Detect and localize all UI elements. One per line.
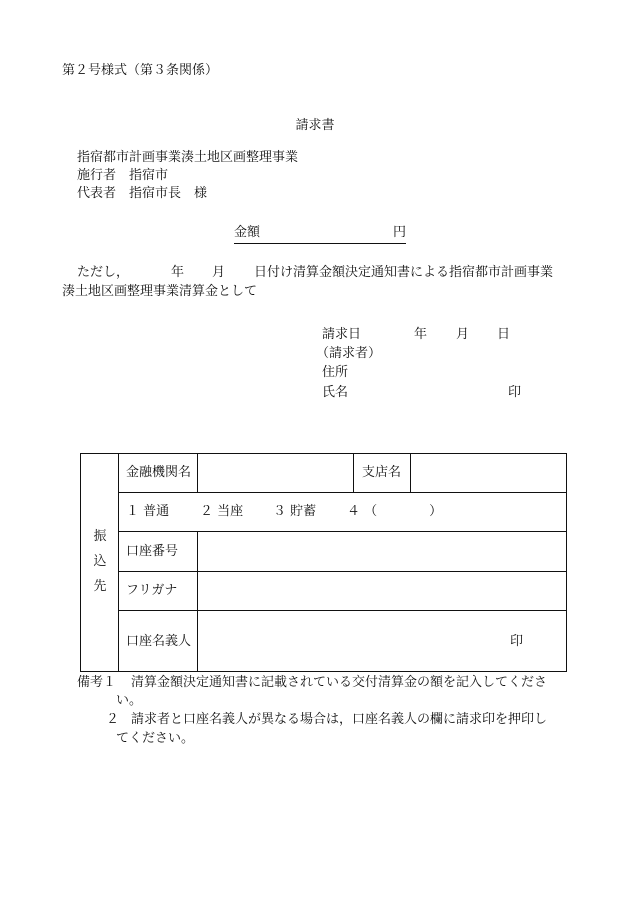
notes-heading: 備考１ [77,675,117,690]
requester-address-label: 住所 [322,365,349,380]
note-2-line-2: てください。 [116,731,195,746]
account-holder-seal-mark: 印 [510,634,524,649]
addressee-line-2: 施行者 指宿市 [77,168,169,183]
bank-name-label: 金融機関名 [126,465,192,480]
note-2-line-1: 請求者と口座名義人が異なる場合は，口座名義人の欄に請求印を押印し [131,712,548,727]
amount-field[interactable] [234,226,406,244]
note-2-number: ２ [106,712,120,727]
account-type-option-2[interactable]: ２ 当座 [200,504,244,519]
purpose-prefix: ただし， [77,265,130,280]
bank-name-field[interactable] [198,454,353,492]
addressee-line-3: 代表者 指宿市長 様 [77,186,208,201]
form-number: 第２号様式（第３条関係） [62,63,219,78]
account-holder-label: 口座名義人 [126,634,192,649]
amount-unit: 円 [392,225,406,240]
amount-label: 金額 [234,225,261,240]
note-1-line-2: い。 [116,693,143,708]
branch-name-field[interactable] [411,454,567,492]
request-date-month: 月 [456,327,470,342]
furigana-label: フリガナ [126,583,178,598]
purpose-month: 月 [212,265,226,280]
document-title: 請求書 [295,118,335,133]
transfer-destination-heading: 振 込 先 [93,529,107,594]
request-date-day: 日 [497,327,511,342]
account-type-option-1[interactable]: １ 普通 [126,504,170,519]
addressee-line-1: 指宿都市計画事業湊土地区画整理事業 [77,150,299,165]
requester-heading: （請求者） [316,346,382,361]
transfer-destination-table [80,453,567,672]
account-type-option-3[interactable]: ３ 貯蓄 [273,504,317,519]
furigana-field[interactable] [198,572,567,610]
requester-seal-mark: 印 [508,385,522,400]
requester-name-label: 氏名 [322,385,349,400]
note-1-line-1: 清算金額決定通知書に記載されている交付清算金の額を記入してくださ [131,675,548,690]
purpose-text: 日付け清算金額決定通知書による指宿都市計画事業 [254,265,554,280]
request-date-year: 年 [414,327,428,342]
branch-name-label: 支店名 [362,465,402,480]
account-number-field[interactable] [198,532,567,571]
purpose-year: 年 [171,265,185,280]
purpose-text-line-2: 湊土地区画整理事業清算金として [62,284,258,299]
account-number-label: 口座番号 [126,544,179,559]
account-type-option-4[interactable]: ４ （ ） [347,504,443,519]
request-date-label: 請求日 [322,327,362,342]
